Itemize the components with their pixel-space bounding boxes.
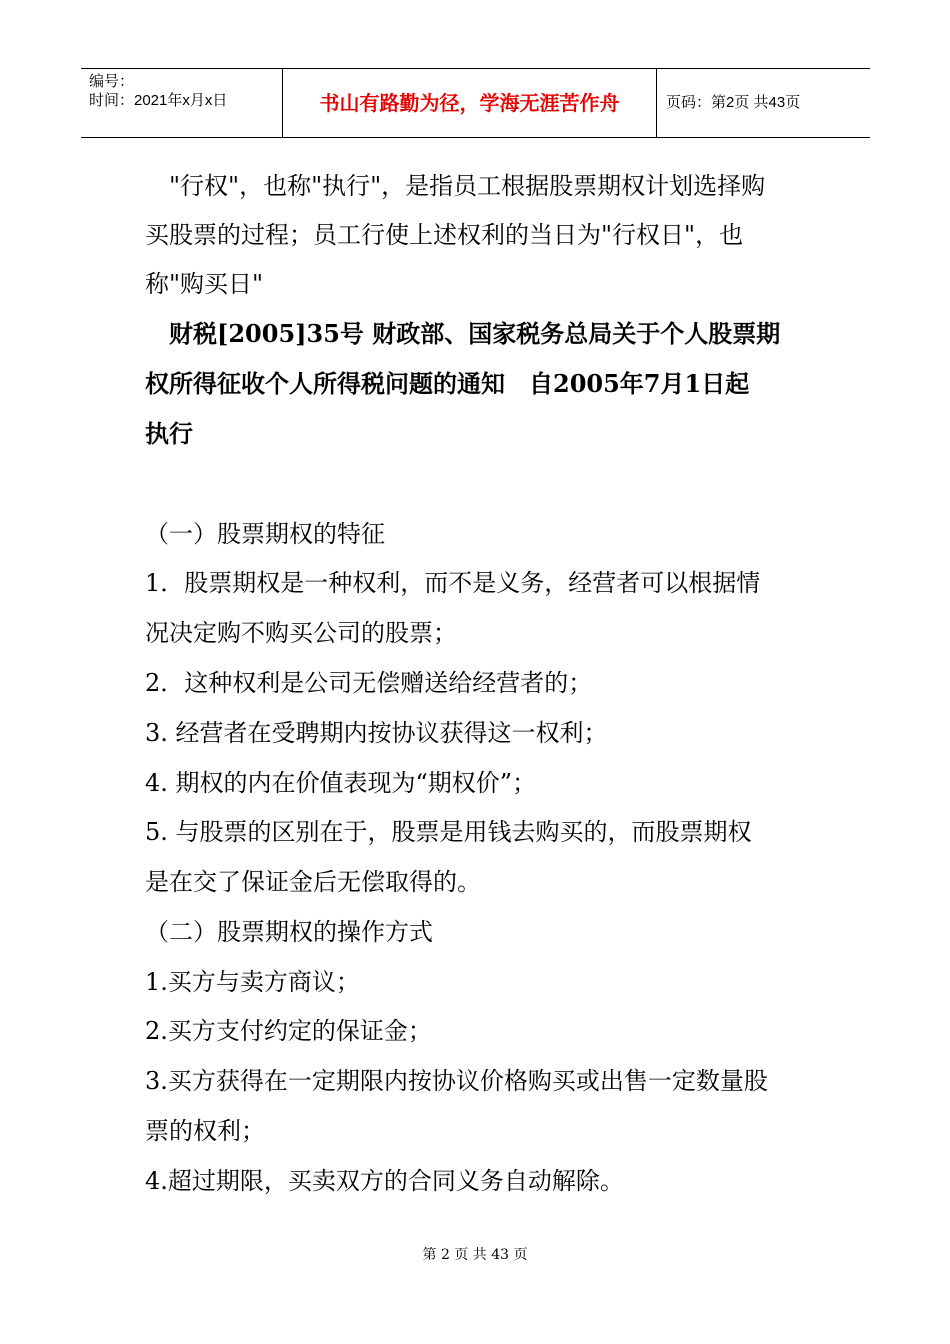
regulation-heading-line: 执行 [145, 419, 193, 448]
list-item-line: 2.买方支付约定的保证金； [145, 1017, 432, 1045]
regulation-heading-line: 权所得征收个人所得税问题的通知 自2005年7月1日起 [145, 369, 750, 398]
header-motto-cell [283, 69, 657, 137]
list-item-line: 况决定购不购买公司的股票； [145, 619, 457, 647]
date-label: 时间：2021年x月x日 [89, 92, 228, 109]
header-page-cell [657, 69, 870, 137]
page-footer: 第 2 页 共 43 页 [422, 1247, 528, 1263]
list-item-line: 1．股票期权是一种权利，而不是义务，经营者可以根据情 [145, 569, 761, 597]
paragraph-line: "行权"，也称"执行"，是指员工根据股票期权计划选择购 [145, 172, 766, 200]
list-item-line: 3. 经营者在受聘期内按协议获得这一权利； [145, 719, 608, 747]
paragraph-line: 买股票的过程；员工行使上述权利的当日为"行权日"，也 [145, 221, 744, 249]
list-item-line: 4.超过期限，买卖双方的合同义务自动解除。 [145, 1167, 624, 1195]
list-item-line: 票的权利； [145, 1117, 265, 1145]
list-item-line: 是在交了保证金后无偿取得的。 [145, 868, 481, 896]
list-item-line: 2．这种权利是公司无偿赠送给经营者的； [145, 669, 593, 697]
motto-text: 书山有路勤为径，学海无涯苦作舟 [319, 91, 620, 115]
page-header [81, 68, 870, 138]
list-item-line: 3.买方获得在一定期限内按协议价格购买或出售一定数量股 [145, 1067, 768, 1095]
header-info-cell [81, 69, 283, 137]
list-item-line: 1.买方与卖方商议； [145, 968, 360, 996]
section-heading: （一）股票期权的特征 [145, 520, 385, 548]
serial-number-label: 编号： [89, 73, 135, 90]
section-heading: （二）股票期权的操作方式 [145, 918, 433, 946]
list-item-line: 5. 与股票的区别在于，股票是用钱去购买的，而股票期权 [145, 818, 752, 846]
regulation-heading-line: 财税[2005]35号 财政部、国家税务总局关于个人股票期 [145, 319, 781, 348]
list-item-line: 4. 期权的内在价值表现为“期权价”； [145, 769, 537, 797]
paragraph-line: 称"购买日" [145, 270, 264, 298]
header-page-number: 页码：第2页 共43页 [666, 94, 801, 111]
